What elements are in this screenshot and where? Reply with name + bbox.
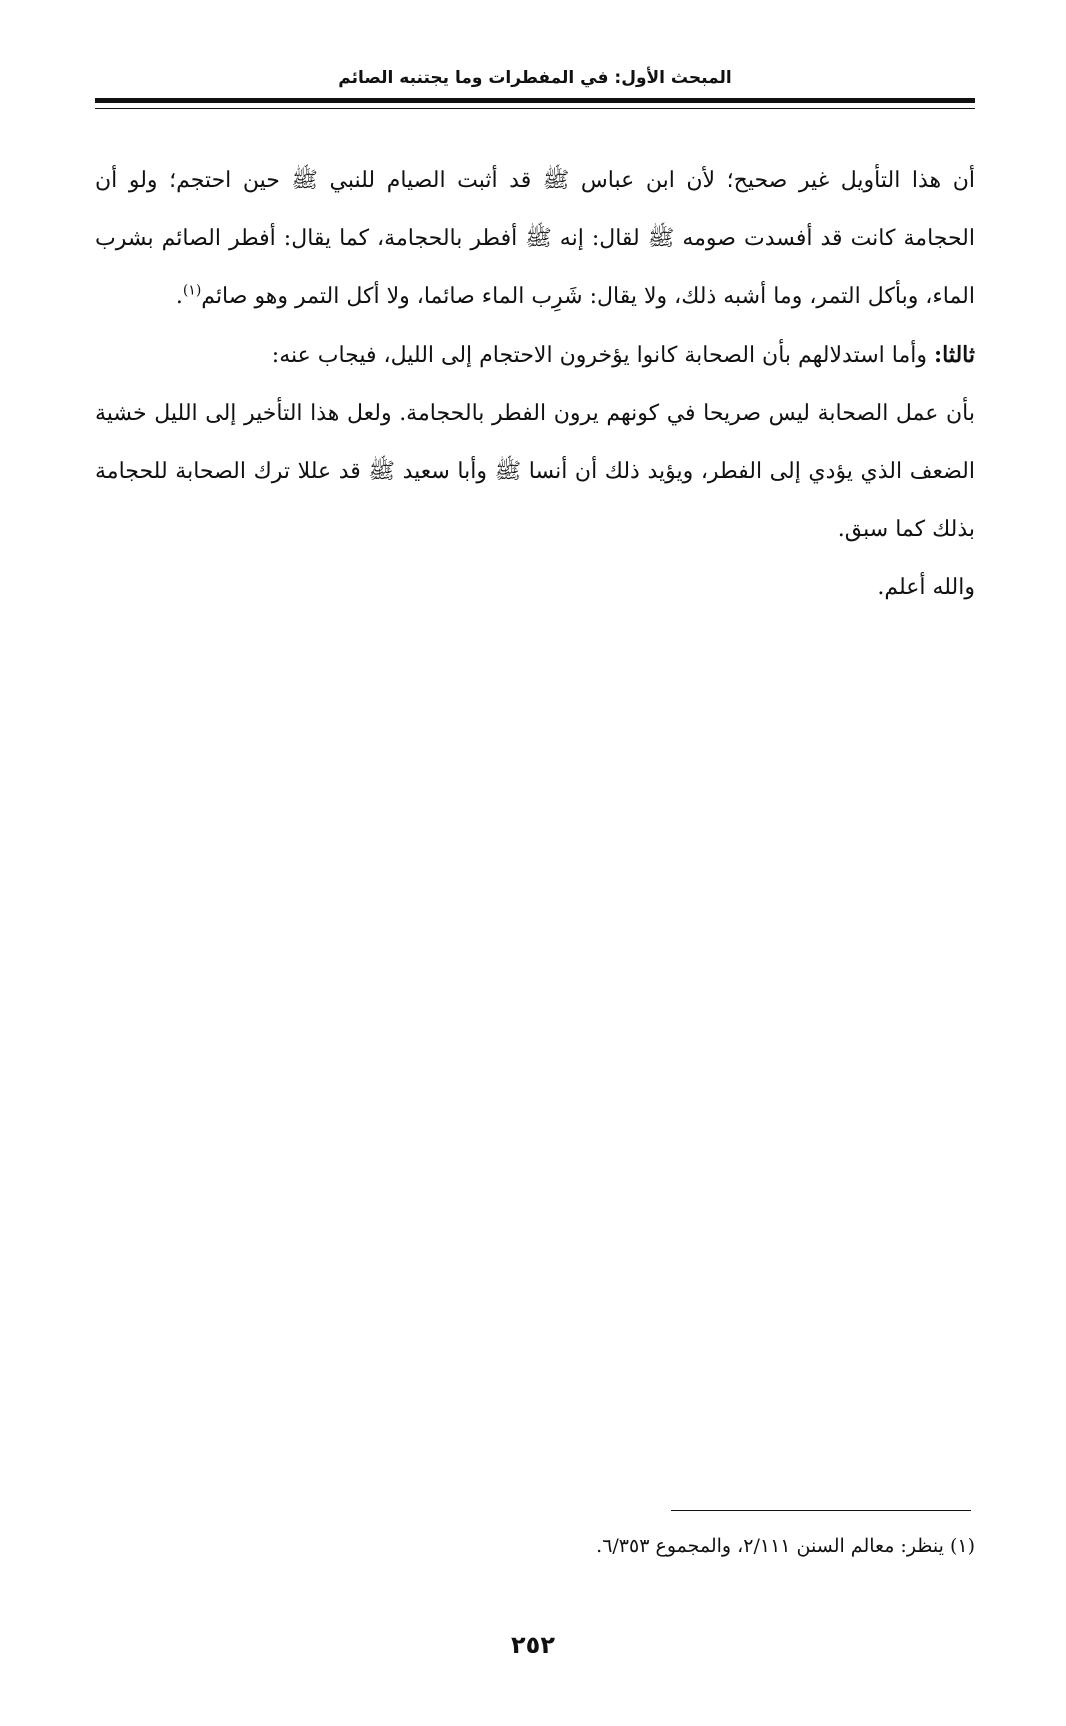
paragraph-1-text: أن هذا التأويل غير صحيح؛ لأن ابن عباس ﷺ قد أثبت الصيام للنبي ﷺ حين احتجم؛ ولو أن الحجامة كانت قد أفسدت صومه ﷺ لقال: إنه ﷺ أفطر بالحجامة، كما يقال: أفطر الصائم بشرب الماء، وبأكل التمر، وما أشبه ذلك، ولا يقال: شَرِب الماء صائما، ولا أكل التمر وهو صائم (95, 168, 975, 309)
paragraph-2 (95, 326, 975, 385)
page-number: ٢٥٢ (511, 1631, 555, 1659)
header-rule-thin (95, 108, 975, 109)
footnote-separator (671, 1510, 971, 1511)
paragraph-4: والله أعلم. (877, 575, 975, 600)
footnote-reference[interactable]: (١) (182, 282, 202, 299)
paragraph-2-text: وأما استدلالهم بأن الصحابة كانوا يؤخرون الاحتجام إلى الليل، فيجاب عنه: (271, 343, 934, 368)
running-header: المبحث الأول: في المفطرات وما يجتنبه الصائم (338, 68, 732, 88)
paragraph-3: بأن عمل الصحابة ليس صريحا في كونهم يرون الفطر بالحجامة. ولعل هذا التأخير إلى الليل خشية الضعف الذي يؤدي إلى الفطر، ويؤيد ذلك أن أنسا ﷺ وأبا سعيد ﷺ قد عللا ترك الصحابة للحجامة بذلك كما سبق. (95, 401, 975, 542)
paragraph-1-end: . (175, 284, 183, 309)
paragraph-2-lead: ثالثا: (934, 342, 975, 368)
body-text (95, 152, 975, 617)
header-rule-thick (95, 98, 975, 103)
paragraph-1 (95, 152, 975, 326)
footnote-1: (١) ينظر: معالم السنن ٢/١١١، والمجموع ٦/٣٥٣. (596, 1535, 975, 1557)
